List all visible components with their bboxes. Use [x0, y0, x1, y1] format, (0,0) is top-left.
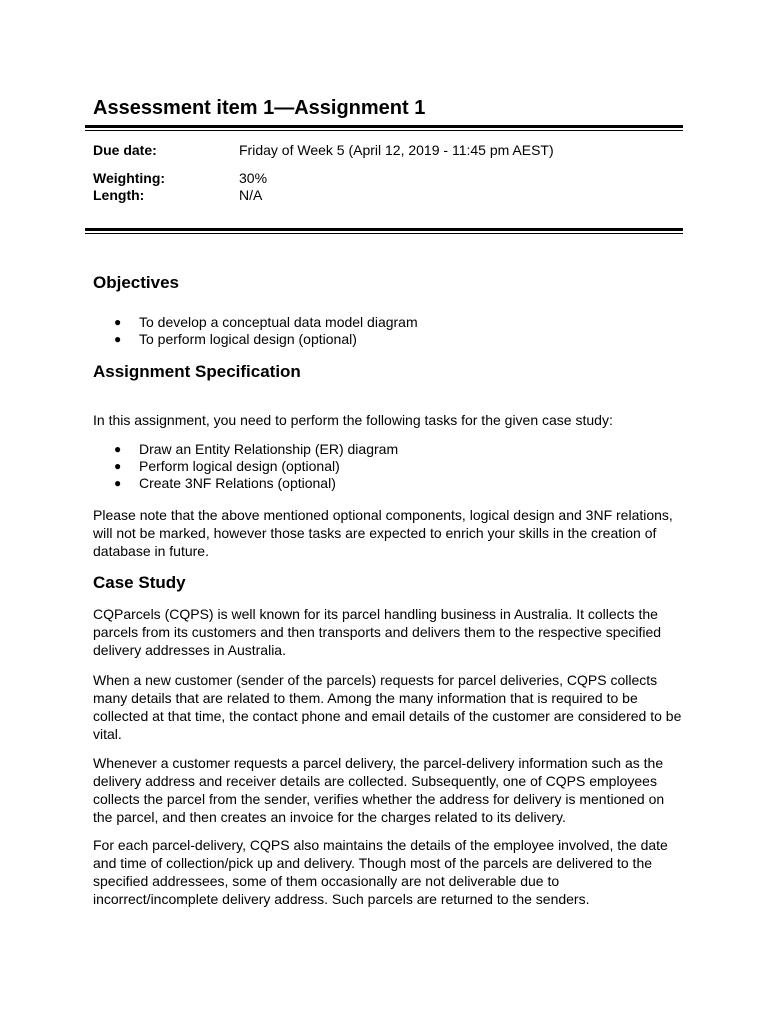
specification-heading: Assignment Specification [93, 362, 301, 381]
list-item: ● To develop a conceptual data model diagram [114, 314, 418, 330]
length-label: Length: [93, 187, 145, 203]
due-date-label: Due date: [93, 142, 157, 158]
page-title: Assessment item 1—Assignment 1 [93, 97, 426, 119]
case-study-paragraph: Whenever a customer requests a parcel delivery, the parcel-delivery information such as the delivery address and receiver details are collected. Subsequently, one of CQPS employees collects the parcel from the sender, verifies whether the address for delivery is mentioned on the parcel, and then creates an invoice for the charges related to its delivery. [93, 755, 665, 825]
case-study-paragraph: For each parcel-delivery, CQPS also maintains the details of the employee involved, the date and time of collection/pick up and delivery. Though most of the parcels are delivered to the specified addressees, some of them occasionally are not deliverable due to incorrect/incomplete delivery address. Such parcels are returned to the senders. [93, 837, 668, 907]
objectives-list [93, 314, 418, 348]
details-rule [85, 228, 683, 234]
due-date-value: Friday of Week 5 (April 12, 2019 - 11:45 pm AEST) [239, 142, 554, 158]
list-item: ● To perform logical design (optional) [114, 331, 357, 347]
bullet-icon: ● [114, 442, 122, 456]
list-item: ● Create 3NF Relations (optional) [114, 475, 336, 491]
weighting-value: 30% [239, 170, 268, 186]
header-rule [85, 125, 683, 131]
list-item: ● Draw an Entity Relationship (ER) diagram [114, 441, 399, 457]
tasks-list [93, 441, 398, 492]
length-value: N/A [239, 187, 263, 203]
specification-intro: In this assignment, you need to perform the following tasks for the given case study: [93, 412, 613, 428]
weighting-label: Weighting: [93, 170, 166, 186]
objectives-heading: Objectives [93, 273, 179, 292]
specification-note: Please note that the above mentioned optional components, logical design and 3NF relations, will not be marked, however those tasks are expected to enrich your skills in the creation of database in future. [93, 507, 673, 559]
list-item: ● Perform logical design (optional) [114, 458, 340, 474]
bullet-icon: ● [114, 459, 122, 473]
case-study-heading: Case Study [93, 573, 186, 592]
case-study-paragraph: CQParcels (CQPS) is well known for its parcel handling business in Australia. It collects the parcels from its customers and then transports and delivers them to the respective specified delivery addresses in Australia. [93, 606, 662, 658]
bullet-icon: ● [114, 315, 122, 329]
bullet-icon: ● [114, 476, 122, 490]
bullet-icon: ● [114, 332, 122, 346]
case-study-paragraph: When a new customer (sender of the parcels) requests for parcel deliveries, CQPS collects many details that are related to them. Among the many information that is required to be collected at that time, the contact phone and email details of the customer are considered to be vital. [93, 672, 682, 742]
